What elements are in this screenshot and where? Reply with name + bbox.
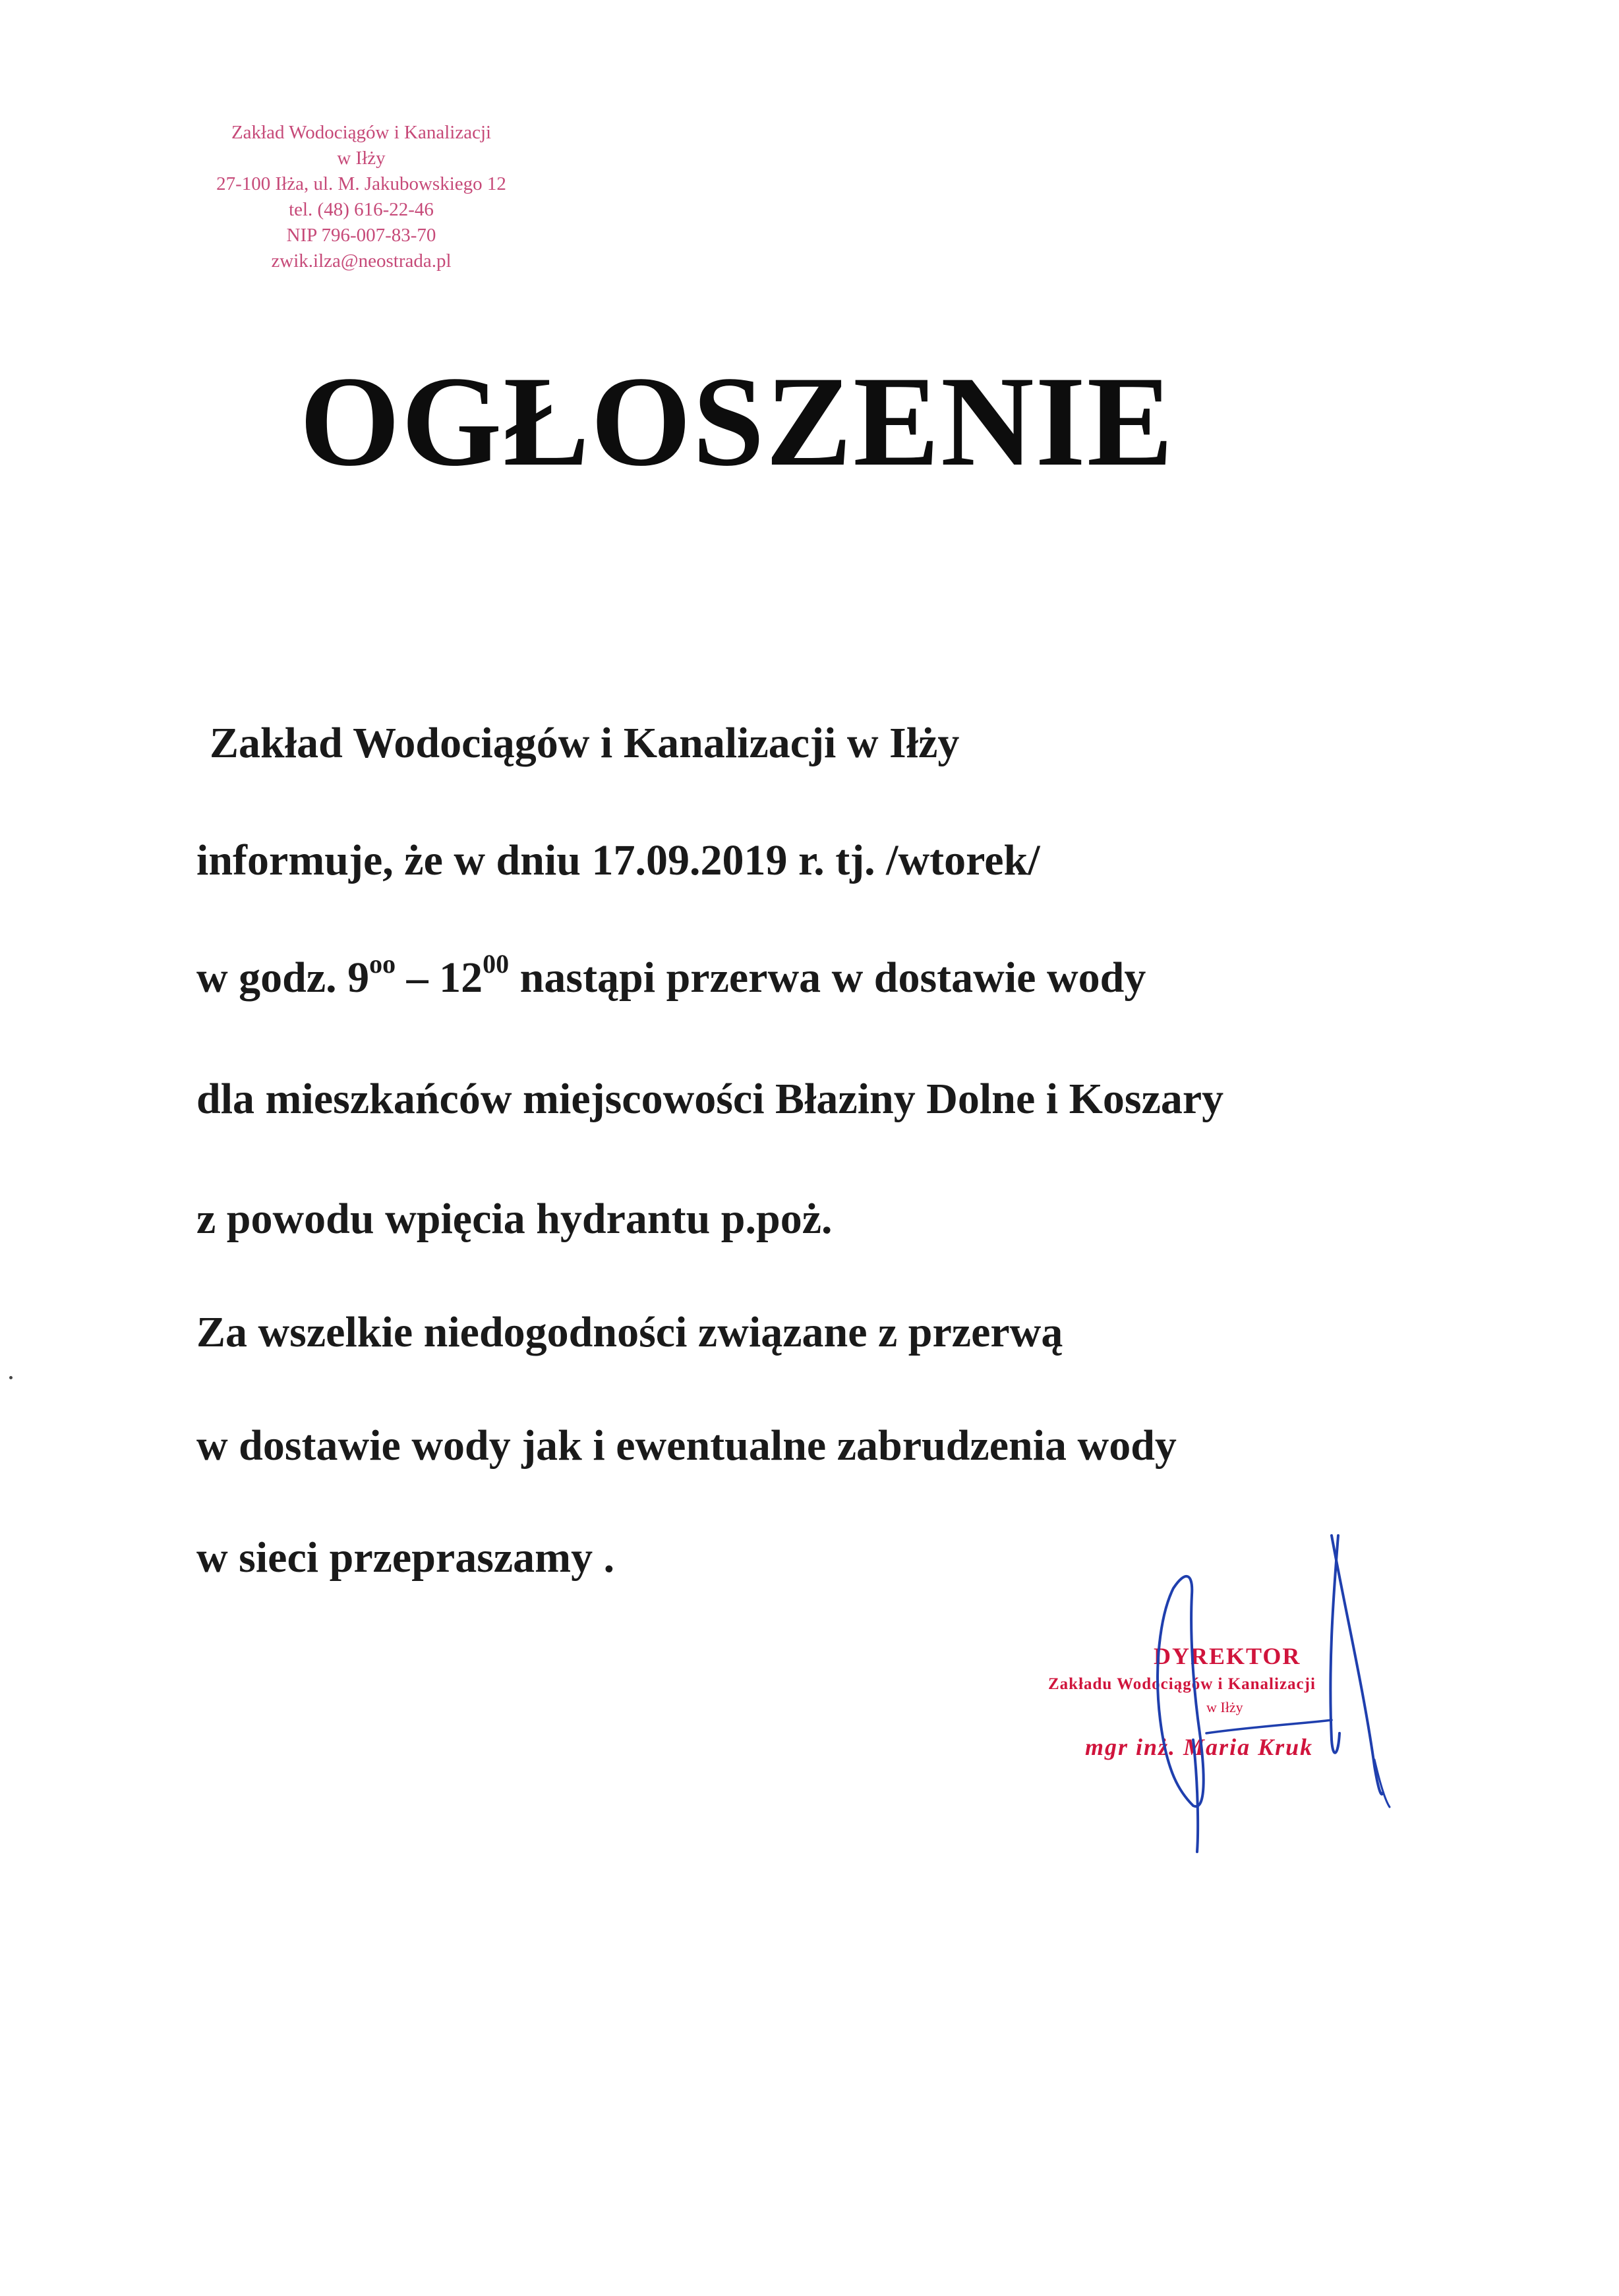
body-line-3-prefix: w godz. 9 [196, 954, 370, 1002]
director-org: Zakładu Wodociągów i Kanalizacji [1048, 1675, 1316, 1693]
stamp-line-nip: NIP 796-007-83-70 [286, 225, 436, 246]
handwritten-signature [1121, 1522, 1424, 1865]
stamp-line-phone: tel. (48) 616-22-46 [289, 199, 434, 220]
director-title: DYREKTOR [1154, 1643, 1301, 1669]
body-line-8: w sieci przepraszamy . [196, 1534, 615, 1582]
body-line-3 [196, 949, 1146, 1003]
body-line-4: dla mieszkańców miejscowości Błaziny Dolne i Koszary [196, 1075, 1224, 1123]
body-line-3-suffix: nastąpi przerwa w dostawie wody [509, 954, 1146, 1002]
body-line-2: informuje, że w dniu 17.09.2019 r. tj. /wtorek/ [196, 836, 1040, 884]
body-line-6: Za wszelkie niedogodności związane z przerwą [196, 1308, 1063, 1356]
body-line-7: w dostawie wody jak i ewentualne zabrudzenia wody [196, 1421, 1177, 1470]
body-line-5: z powodu wpięcia hydrantu p.poż. [196, 1195, 833, 1243]
body-line-3-dash: – 12 [396, 954, 483, 1002]
stamp-line-email: zwik.ilza@neostrada.pl [271, 250, 452, 272]
institution-stamp [163, 120, 559, 274]
body-line-3-sup-start: oo [369, 949, 396, 979]
stamp-line-address: 27-100 Iłża, ul. M. Jakubowskiego 12 [216, 173, 506, 194]
body-line-3-sup-end: 00 [483, 949, 510, 979]
scan-speck [9, 1376, 13, 1379]
stamp-line-city: w Iłży [337, 148, 386, 169]
director-name: mgr inż. Maria Kruk [1085, 1734, 1314, 1760]
stamp-line-name: Zakład Wodociągów i Kanalizacji [231, 122, 492, 143]
page-title: OGŁOSZENIE [299, 350, 1175, 493]
director-location: w Iłży [1206, 1699, 1243, 1715]
body-line-1: Zakład Wodociągów i Kanalizacji w Iłży [210, 719, 960, 767]
